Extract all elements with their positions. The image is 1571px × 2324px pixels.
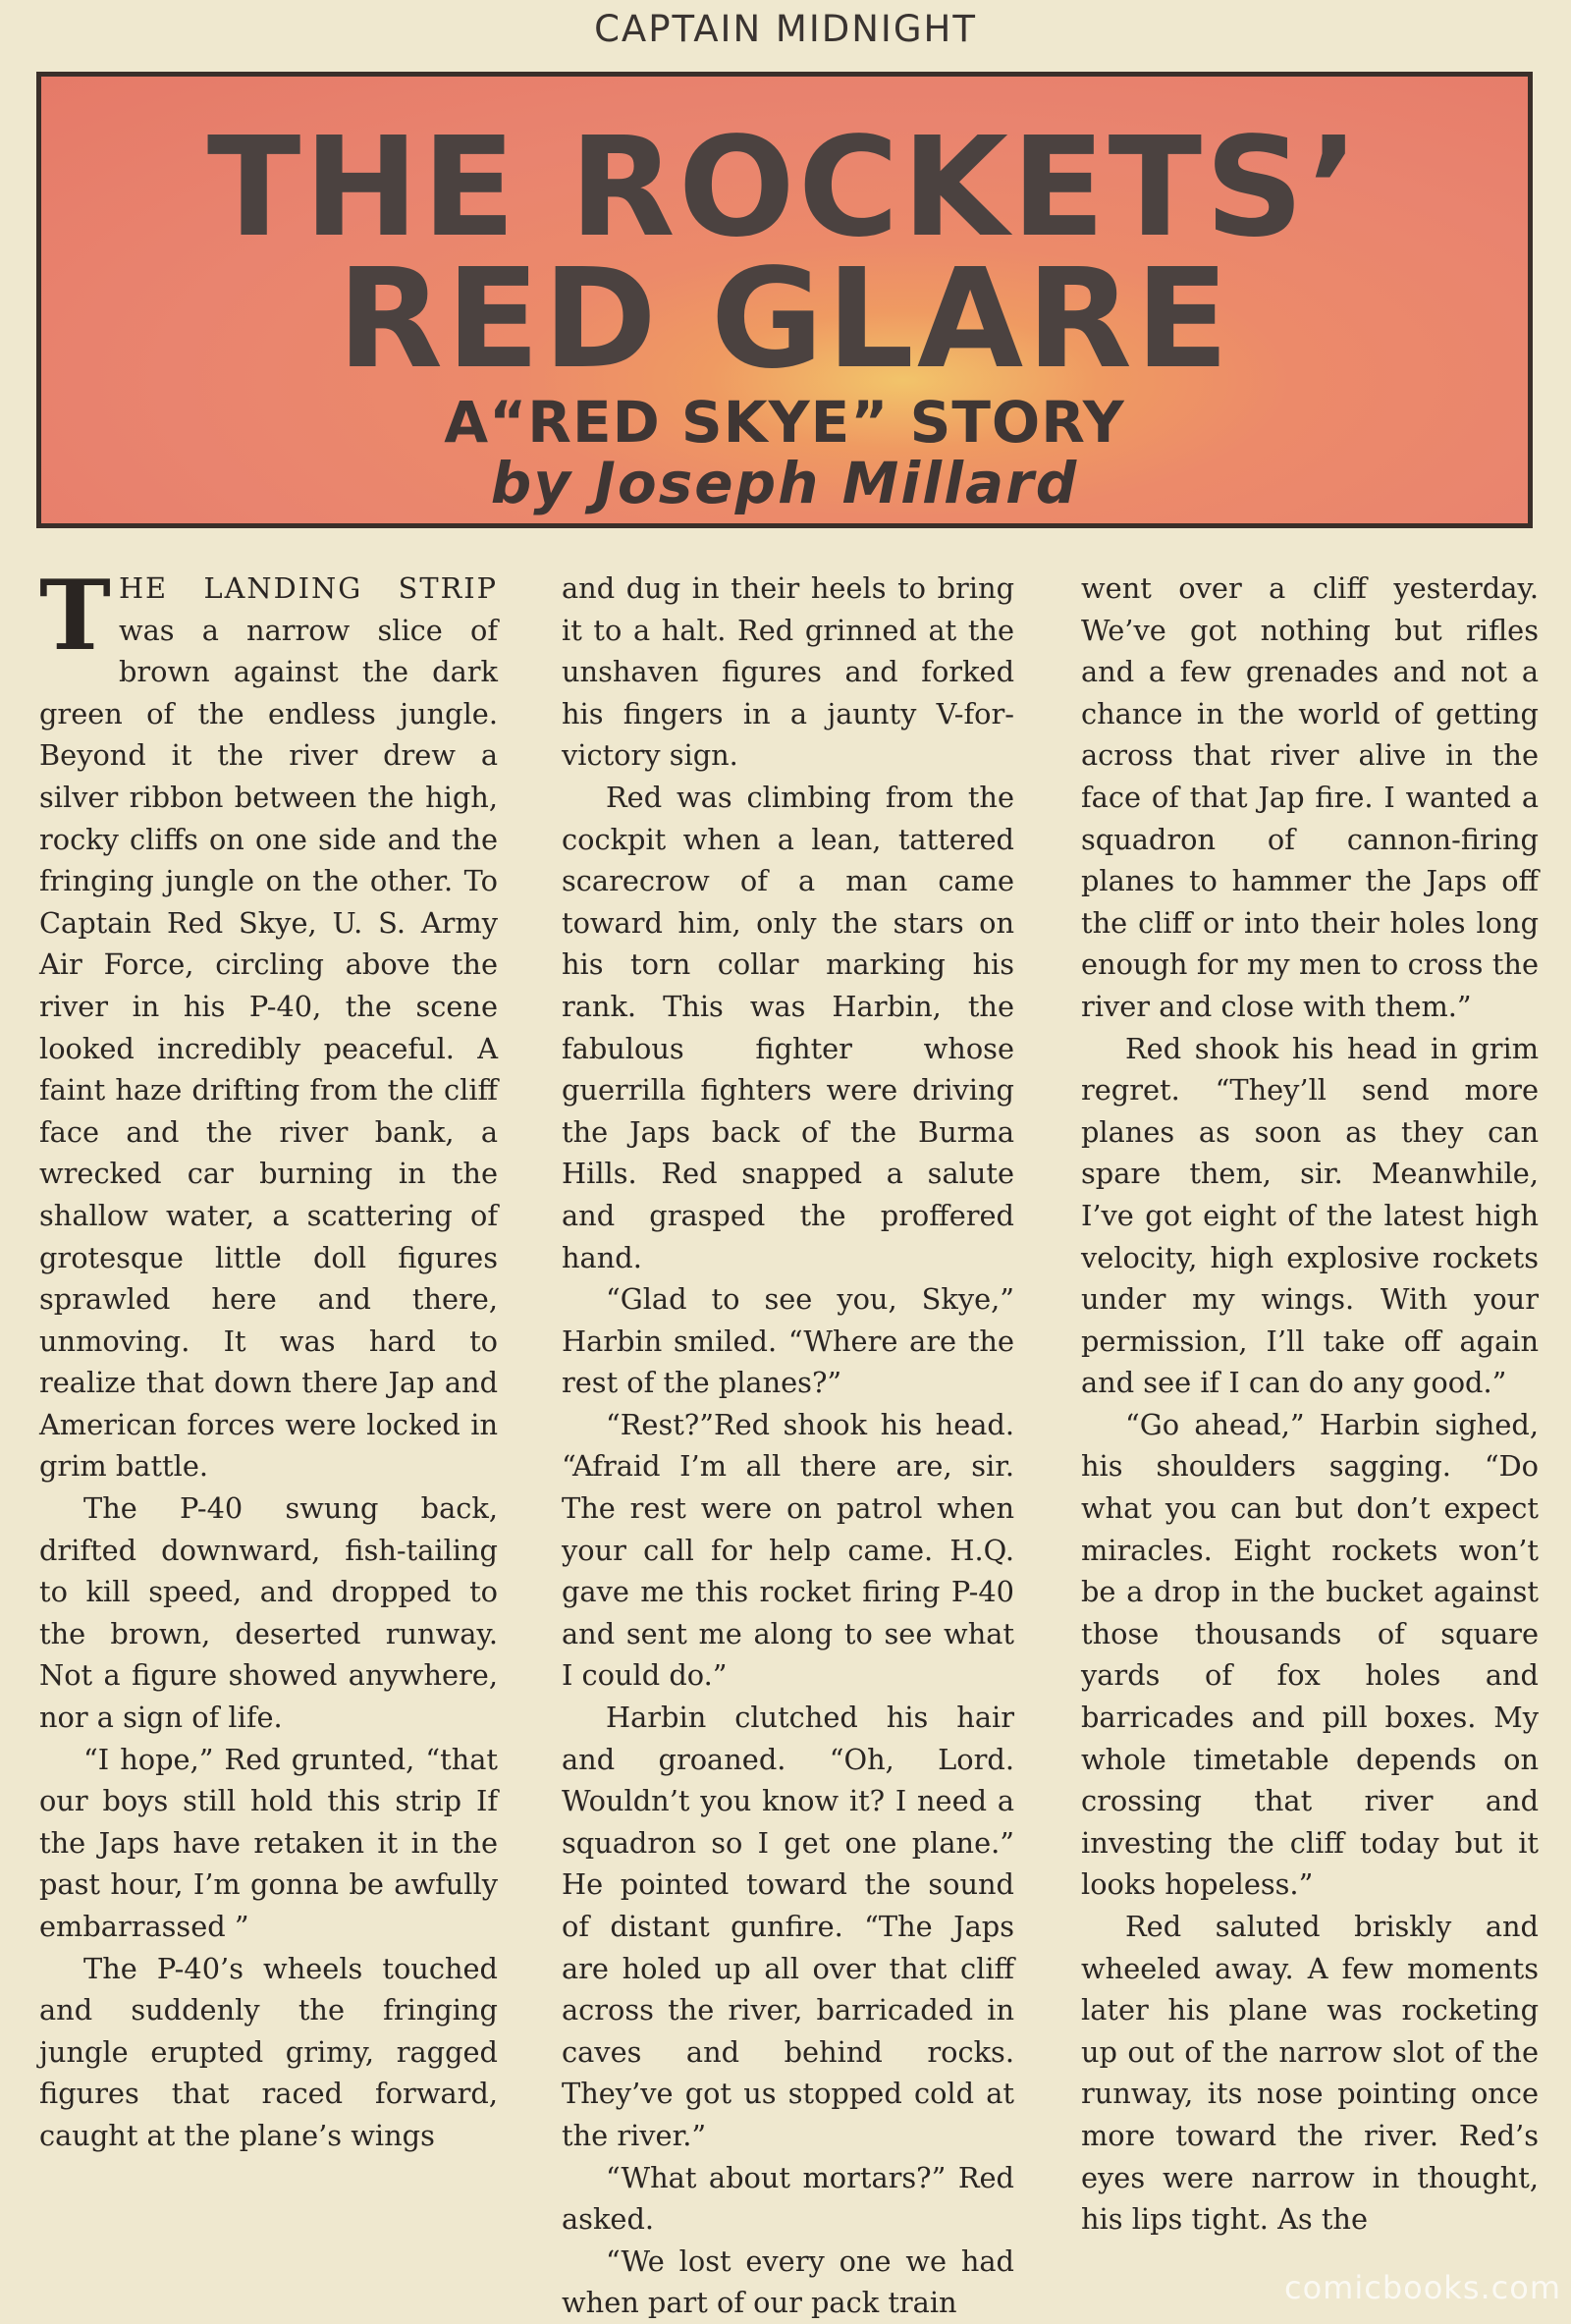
paragraph: “What about mortars?” Red asked. — [562, 2160, 1014, 2237]
paragraph: “Go ahead,” Harbin sighed, his shoulders sagging. “Do what you can but don’t expect miracles. Eight rockets won’t be a drop in the bucket against those thousands of square yards of fox holes and barricades and pill boxes. My whole timetable depends on crossing that river and investing the cliff today but it looks hopeless.” — [1081, 1407, 1539, 1902]
paragraph: and dug in their heels to bring it to a halt. Red grinned at the unshaven figures and forked his fingers in a jaunty V-for-victory sign. — [562, 571, 1014, 773]
paragraph: “I hope,” Red grunted, “that our boys still hold this strip If the Japs have retaken it in the past hour, I’m gonna be awfully embarrassed ” — [39, 1742, 498, 1943]
paragraph — [39, 560, 498, 1487]
story-title-line-2: RED GLARE — [337, 240, 1232, 400]
paragraph: Red saluted briskly and wheeled away. A few moments later his plane was rocketing up out of the narrow slot of the runway, its nose pointing once more toward the river. Red’s eyes were narrow in thought, his lips tight. As the — [1081, 1910, 1539, 2237]
paragraph: went over a cliff yesterday. We’ve got nothing but rifles and a few grenades and not a chance in the world of getting across that river alive in the face of that Jap fire. I wanted a squadron of cannon-firing planes to hammer the Japs off the cliff or into their holes long enough for my men to cross the river and close with them.” — [1081, 571, 1539, 1023]
paragraph: The P-40 swung back, drifted downward, fish-tailing to kill speed, and dropped to the brown, deserted runway. Not a figure showed anywhere, nor a sign of life. — [39, 1491, 498, 1735]
paragraph: The P-40’s wheels touched and suddenly the fringing jungle erupted grimy, ragged figures that raced forward, caught at the plane’s wings — [39, 1951, 498, 2152]
watermark: comicbooks.com — [1283, 2269, 1561, 2306]
paragraph-text: was a narrow slice of brown against the dark green of the endless jungle. Beyond it the river drew a silver ribbon between the high, rocky cliffs on one side and the fringing jungle on the other. To Captain Red Skye, U. S. Army Air Force, circling above the river in his P-40, the scene looked incredibly peaceful. A faint haze drifting from the cliff face and the river bank, a wrecked car burning in the shallow water, a scattering of grotesque little doll figures sprawled here and there, unmoving. It was hard to realize that down there Jap and American forces were locked in grim battle. — [39, 613, 498, 1484]
lead-in: HE LANDING STRIP — [118, 571, 498, 605]
text-column-2 — [562, 567, 1014, 2320]
paragraph: “Glad to see you, Skye,” Harbin smiled. “Where are the rest of the planes?” — [562, 1282, 1014, 1400]
story-title-line-1: THE ROCKETS’ — [206, 108, 1363, 268]
story-subtitle: A“RED SKYE” STORY — [444, 389, 1125, 456]
paragraph: Harbin clutched his hair and groaned. “Oh, Lord. Wouldn’t you know it? I need a squadron so I get one plane.” He pointed toward the sound of distant gunfire. “The Japs are holed up all over that cliff across the river, barricaded in caves and behind rocks. They’ve got us stopped cold at the river.” — [562, 1701, 1014, 2152]
paragraph: “Rest?”Red shook his head. “Afraid I’m all there are, sir. The rest were on patrol when your call for help came. H.Q. gave me this rocket firing P-40 and sent me along to see what I could do.” — [562, 1407, 1014, 1693]
text-column-3 — [1081, 567, 1539, 2271]
paragraph: Red was climbing from the cockpit when a lean, tattered scarecrow of a man came toward him, only the stars on his torn collar marking his rank. This was Harbin, the fabulous fighter whose guerrilla fighters were driving the Japs back of the Burma Hills. Red snapped a salute and grasped the proffered hand. — [562, 780, 1014, 1274]
running-head: CAPTAIN MIDNIGHT — [594, 8, 977, 50]
story-byline: by Joseph Millard — [490, 450, 1079, 516]
text-column-1 — [39, 560, 498, 2271]
drop-cap: T — [39, 560, 111, 673]
paragraph: Red shook his head in grim regret. “They’ll send more planes as soon as they can spare them, sir. Meanwhile, I’ve got eight of the latest high velocity, high explosive rockets under my wings. With your permission, I’ll take off again and see if I can do any good.” — [1081, 1031, 1539, 1400]
paragraph: “We lost every one we had when part of our pack train — [562, 2243, 1014, 2320]
title-panel — [36, 72, 1533, 528]
